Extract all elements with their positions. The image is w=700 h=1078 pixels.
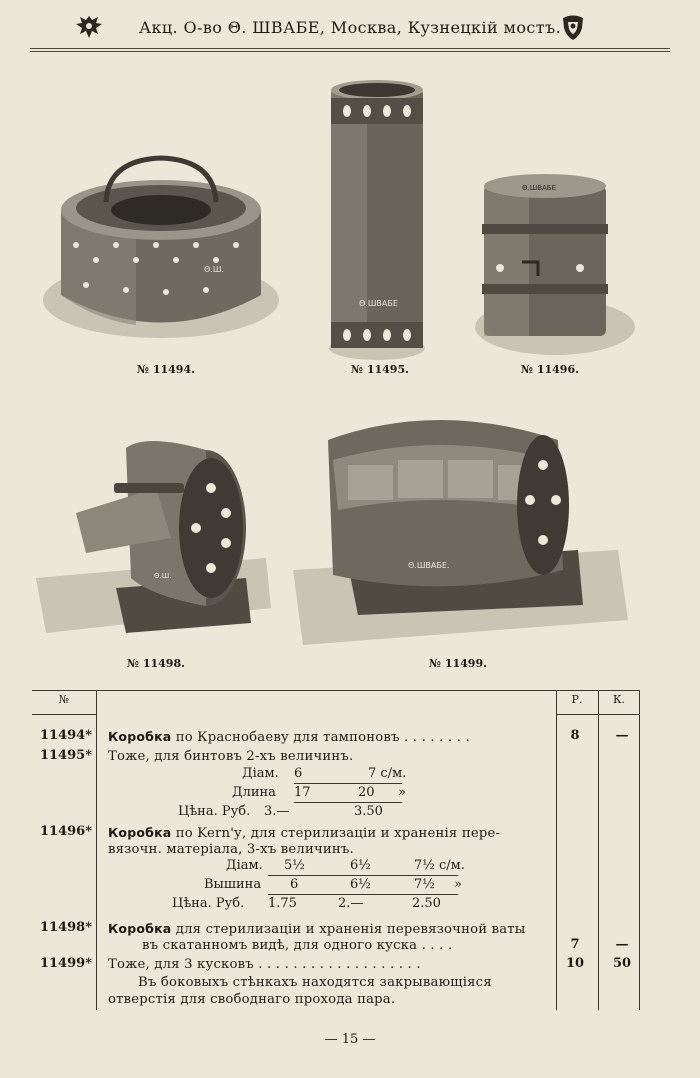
note-line-2: отверстія для свободнаго прохода пара.	[108, 992, 396, 1007]
diam-value-11495-2: 7 с/м.	[368, 766, 407, 781]
col-header-num: №	[58, 693, 70, 706]
diam-label-11496: Діам.	[226, 858, 263, 873]
figure-11499-mark: Θ.ШВАБЕ.	[408, 561, 450, 570]
page-title: Акц. О-во Θ. ШВАБЕ, Москва, Кузнецкій мостъ.	[138, 18, 562, 37]
dims-11496	[32, 858, 556, 918]
item-kop-11494: —	[615, 728, 629, 743]
col-header-rub: Р.	[571, 693, 583, 706]
item-rub-11498: 7	[570, 937, 580, 952]
figure-11494-caption: № 11494.	[137, 363, 195, 376]
price-value-11495-1: 3.—	[264, 804, 290, 819]
figure-11498-mark: Θ.Ш.	[154, 572, 172, 580]
item-desc-11496-cont: вязочн. матеріала, 3-хъ величинъ.	[108, 842, 354, 857]
length-label-11495: Длина	[232, 785, 276, 800]
item-desc-11496: Коробка по Kern'у, для стерилизаціи и храненія пере-	[108, 825, 501, 841]
item-number-11495: 11495*	[39, 748, 92, 763]
figure-11496-mark: Θ.ШВАБЕ	[522, 184, 557, 192]
item-kop-11499: 50	[612, 956, 632, 971]
figure-11498	[36, 428, 276, 670]
figure-11494-mark: Θ.Ш.	[204, 265, 224, 274]
item-number-11499: 11499*	[39, 956, 92, 971]
item-rub-11499: 10	[565, 956, 585, 971]
diam-label-11495: Діам.	[242, 766, 279, 781]
kop-column-divider	[598, 690, 599, 1010]
item-desc-11494: Коробка по Краснобаеву для тампоновъ . . . . . . . .	[108, 729, 470, 745]
figure-11499-caption: № 11499.	[429, 657, 487, 670]
length-ditto-11495: »	[398, 785, 406, 800]
figure-11495-mark: Θ.ШВАБЕ	[359, 299, 398, 308]
price-value-11496-3: 2.50	[412, 896, 441, 911]
item-number-11498: 11498*	[39, 920, 92, 935]
num-header-rule	[32, 714, 96, 715]
figure-11494	[36, 150, 286, 376]
dims-11495	[32, 766, 556, 826]
diam-value-11495-1: 6	[294, 766, 303, 781]
figure-11496	[470, 172, 635, 376]
figure-11498-caption: № 11498.	[127, 657, 185, 670]
item-desc-11495: Тоже, для бинтовъ 2-хъ величинъ.	[108, 749, 354, 764]
length-value-11495-2: 20	[358, 785, 375, 800]
figure-11496-caption: № 11496.	[521, 363, 579, 376]
table-top-rule	[32, 690, 640, 691]
height-ditto-11496: »	[454, 877, 462, 892]
item-number-11494: 11494*	[39, 728, 92, 743]
page-number: — 15 —	[324, 1032, 376, 1047]
item-rub-11494: 8	[570, 728, 580, 743]
price-value-11496-2: 2.—	[338, 896, 364, 911]
height-value-11496-3: 7½	[414, 877, 435, 892]
item-kop-11498: —	[615, 937, 629, 952]
coat-of-arms-icon	[558, 12, 588, 42]
price-table	[32, 690, 640, 1010]
diam-value-11496-1: 5½	[284, 858, 305, 873]
height-value-11496-1: 6	[290, 877, 299, 892]
height-value-11496-2: 6½	[350, 877, 371, 892]
col-header-kop: К.	[612, 693, 625, 706]
figure-11495	[325, 78, 430, 376]
diam-value-11496-2: 6½	[350, 858, 371, 873]
price-label-11496: Цѣна. Руб.	[172, 896, 245, 911]
header-rule	[30, 48, 670, 52]
rub-column-divider-left	[556, 690, 557, 1010]
figure-11499	[288, 400, 633, 670]
item-desc-11498-cont: въ скатанномъ видѣ, для одного куска . . . .	[142, 938, 453, 953]
figure-11495-caption: № 11495.	[351, 363, 409, 376]
item-desc-11499: Тоже, для 3 кусковъ . . . . . . . . . . . . . . . . . . .	[108, 957, 421, 972]
length-value-11495-1: 17	[294, 785, 311, 800]
note-line-1: Въ боковыхъ стѣнкахъ находятся закрывающіяся	[138, 975, 492, 990]
price-label-11495: Цѣна. Руб.	[178, 804, 251, 819]
page-header	[30, 8, 670, 48]
price-value-11495-2: 3.50	[354, 804, 383, 819]
height-label-11496: Вышина	[204, 877, 262, 892]
num-column-divider	[96, 690, 97, 1010]
diam-value-11496-3: 7½ с/м.	[414, 858, 465, 873]
price-value-11496-1: 1.75	[268, 896, 297, 911]
item-desc-11498: Коробка для стерилизаціи и храненія перевязочной ваты	[108, 921, 526, 937]
item-number-11496: 11496*	[39, 824, 92, 839]
